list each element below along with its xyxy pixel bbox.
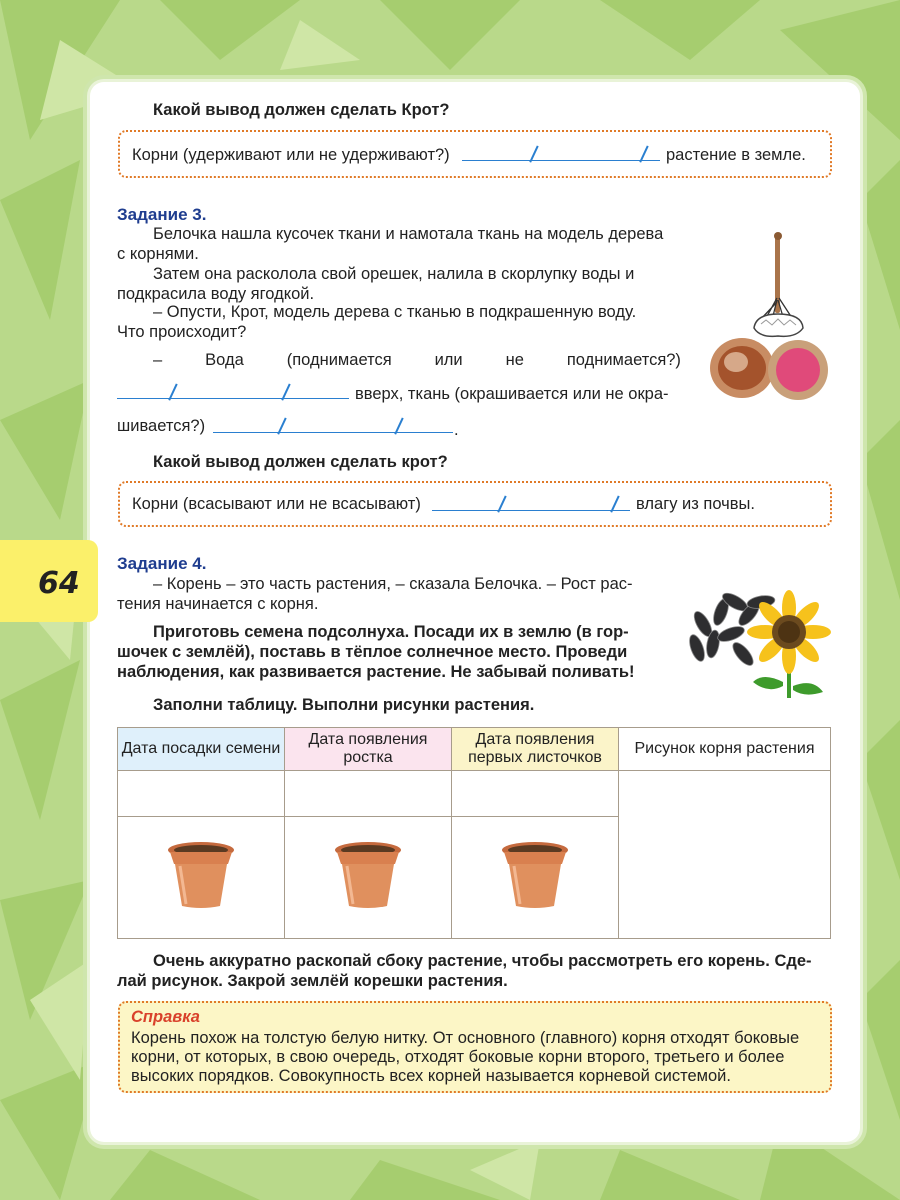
task4-after-text: Очень аккуратно раскопай сбоку растение, чтобы рассмотреть его корень. Сде-	[153, 952, 812, 970]
intro-question: Какой вывод должен сделать Крот?	[153, 101, 450, 119]
table-cell-pot[interactable]	[118, 817, 285, 939]
table-header: Дата посадки семени	[118, 728, 285, 771]
reference-title: Справка	[131, 1008, 200, 1026]
task3-text: Что происходит?	[117, 323, 247, 341]
reference-text: корни, от которых, в свою очередь, отходят боковые корни второго, третьего и более	[131, 1048, 785, 1066]
task3-text: с корнями.	[117, 245, 199, 263]
answer-line-1[interactable]	[462, 160, 660, 161]
answer-line-4[interactable]	[432, 510, 630, 511]
task3-period: .	[454, 421, 459, 439]
flower-pot-icon	[500, 840, 570, 910]
task4-title: Задание 4.	[117, 554, 207, 573]
flower-pot-icon	[333, 840, 403, 910]
task4-after-text: лай рисунок. Закрой землёй корешки растения.	[117, 972, 508, 990]
task4-text: тения начинается с корня.	[117, 595, 319, 613]
answer-line-3[interactable]	[213, 432, 453, 433]
answer-line-2[interactable]	[117, 398, 349, 399]
page-number: 64	[38, 566, 80, 601]
task3-text: шивается?)	[117, 417, 206, 435]
table-cell-date[interactable]	[118, 771, 285, 817]
task3-text: подкрасила воду ягодкой.	[117, 285, 315, 303]
task3-question-line	[153, 350, 681, 370]
table-cell-pot[interactable]	[452, 817, 619, 939]
task3-text: – Опусти, Крот, модель дерева с тканью в подкрашенную воду.	[153, 303, 637, 321]
sunflower-seeds-illustration	[683, 582, 833, 700]
q-word: Вода	[205, 351, 244, 369]
table-cell-date[interactable]	[285, 771, 452, 817]
table-cell-root-drawing[interactable]	[619, 771, 831, 939]
reference-text: Корень похож на толстую белую нитку. От основного (главного) корня отходят боковые	[131, 1029, 800, 1047]
table-header: Рисунок корня растения	[619, 728, 831, 771]
answer-box-2-before: Корни (всасывают или не всасывают)	[132, 495, 421, 513]
answer-box-1-after: растение в земле.	[666, 146, 806, 164]
task4-text: – Корень – это часть растения, – сказала Белочка. – Рост рас-	[153, 575, 633, 593]
answer-box-2-after: влагу из почвы.	[636, 495, 755, 513]
task3-question: Какой вывод должен сделать крот?	[153, 453, 448, 471]
task3-text: Затем она расколола свой орешек, налила в скорлупку воды и	[153, 265, 635, 283]
table-header: Дата появления ростка	[285, 728, 452, 771]
table-cell-pot[interactable]	[285, 817, 452, 939]
table-cell-date[interactable]	[452, 771, 619, 817]
task4-instruction: наблюдения, как развивается растение. Не забывай поливать!	[117, 663, 635, 681]
observation-table	[117, 727, 831, 939]
task3-text: вверх, ткань (окрашивается или не окра-	[355, 385, 669, 403]
reference-text: высоких порядков. Совокупность всех корней называется корневой системой.	[131, 1067, 731, 1085]
task3-text: Белочка нашла кусочек ткани и намотала ткань на модель дерева	[153, 225, 664, 243]
task3-title: Задание 3.	[117, 205, 207, 224]
q-word: –	[153, 351, 163, 369]
task4-instruction: Приготовь семена подсолнуха. Посади их в землю (в гор-	[153, 623, 629, 641]
table-header: Дата появления первых листочков	[452, 728, 619, 771]
flower-pot-icon	[166, 840, 236, 910]
q-word: (поднимается	[286, 351, 392, 369]
q-word: не	[505, 351, 524, 369]
answer-box-1-before: Корни (удерживают или не удерживают?)	[132, 146, 450, 164]
task4-instruction: шочек с землёй), поставь в тёплое солнечное место. Проведи	[117, 643, 628, 661]
q-word: поднимается?)	[566, 351, 681, 369]
tree-model-nut-illustration	[706, 228, 834, 404]
task4-fill-instruction: Заполни таблицу. Выполни рисунки растения.	[153, 696, 535, 714]
q-word: или	[434, 351, 463, 369]
